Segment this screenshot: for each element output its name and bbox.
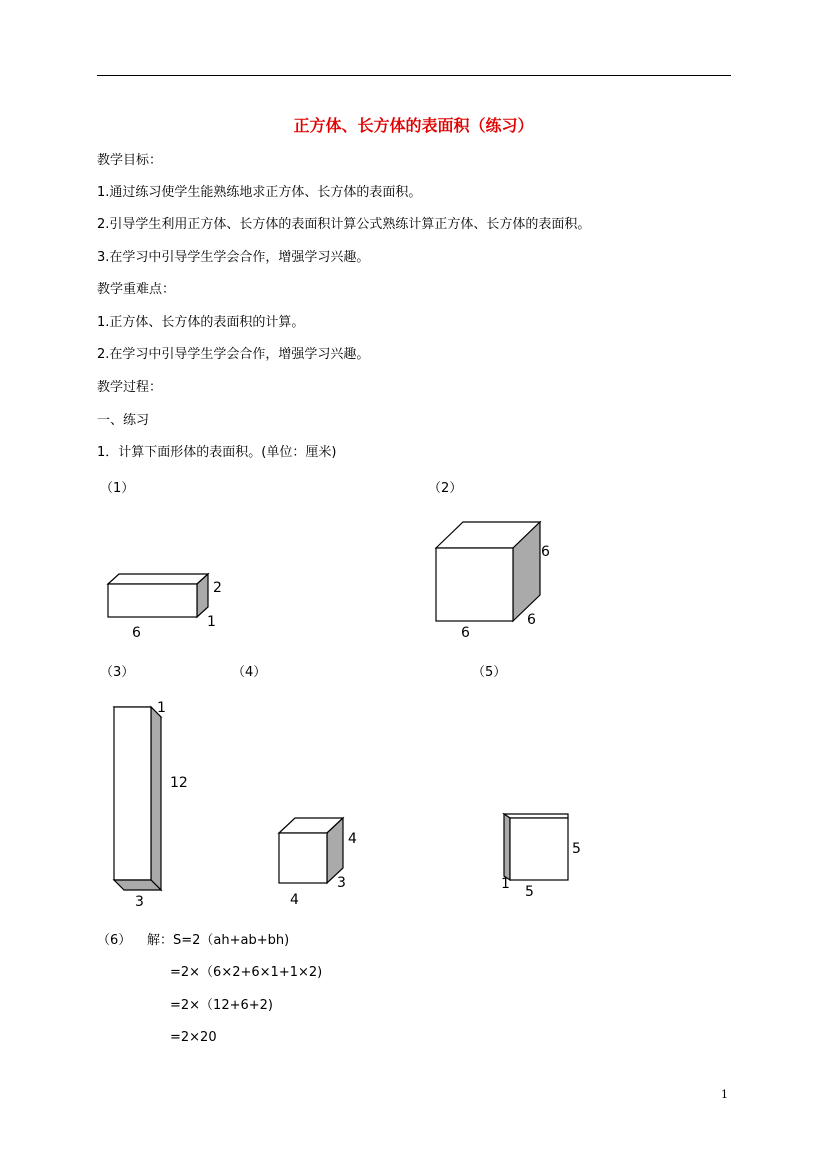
- dim-length: 3: [135, 894, 144, 910]
- dim-width: 3: [337, 875, 346, 891]
- objective-item: 3.在学习中引导学生学会合作，增强学习兴趣。: [97, 250, 370, 265]
- key-points-heading: 教学重难点：: [97, 282, 176, 297]
- page-title: 正方体、长方体的表面积（练习）: [293, 116, 534, 135]
- dim-length: 6: [461, 625, 470, 641]
- dim-width: 1: [157, 700, 166, 716]
- process-heading: 教学过程：: [97, 380, 163, 395]
- dim-height: 6: [541, 544, 550, 560]
- dim-width: 6: [527, 612, 536, 628]
- figure-label-2: （2）: [428, 481, 463, 496]
- key-point-item: 1.正方体、长方体的表面积的计算。: [97, 315, 305, 330]
- dim-length: 5: [525, 884, 534, 900]
- figure-label-5: （5）: [472, 665, 507, 680]
- section-heading: 一、练习: [97, 413, 150, 428]
- figure-label-1: （1）: [100, 481, 135, 496]
- question-text: 1．计算下面形体的表面积。(单位：厘米): [97, 445, 337, 460]
- figure-label-4: （4）: [232, 665, 267, 680]
- dim-length: 6: [132, 625, 141, 641]
- figure-2-cube: [425, 515, 560, 645]
- dim-height: 5: [572, 841, 581, 857]
- dim-width: 1: [207, 614, 216, 630]
- solution-line: =2×（12+6+2): [170, 998, 273, 1013]
- dim-length: 4: [290, 892, 299, 908]
- figure-4-cube: [270, 810, 370, 910]
- figure-1-cuboid: [100, 565, 230, 645]
- dim-width: 1: [501, 876, 510, 892]
- solution-line: =2×20: [170, 1030, 217, 1045]
- objectives-heading: 教学目标：: [97, 153, 163, 168]
- solution-label: （6）: [97, 933, 132, 948]
- dim-height: 2: [213, 580, 222, 596]
- solution-line: 解：S=2（ah+ab+bh): [147, 933, 290, 948]
- dim-height: 4: [348, 831, 357, 847]
- figure-label-3: （3）: [100, 665, 135, 680]
- objective-item: 1.通过练习使学生能熟练地求正方体、长方体的表面积。: [97, 185, 422, 200]
- solution-line: =2×（6×2+6×1+1×2): [170, 965, 323, 980]
- objective-item: 2.引导学生利用正方体、长方体的表面积计算公式熟练计算正方体、长方体的表面积。: [97, 217, 591, 232]
- key-point-item: 2.在学习中引导学生学会合作，增强学习兴趣。: [97, 347, 370, 362]
- dim-height: 12: [170, 775, 188, 791]
- figure-5-block: [495, 808, 595, 903]
- page-number: 1: [721, 1088, 728, 1101]
- header-rule: [97, 75, 731, 76]
- figure-3-tall-cuboid: [105, 695, 205, 910]
